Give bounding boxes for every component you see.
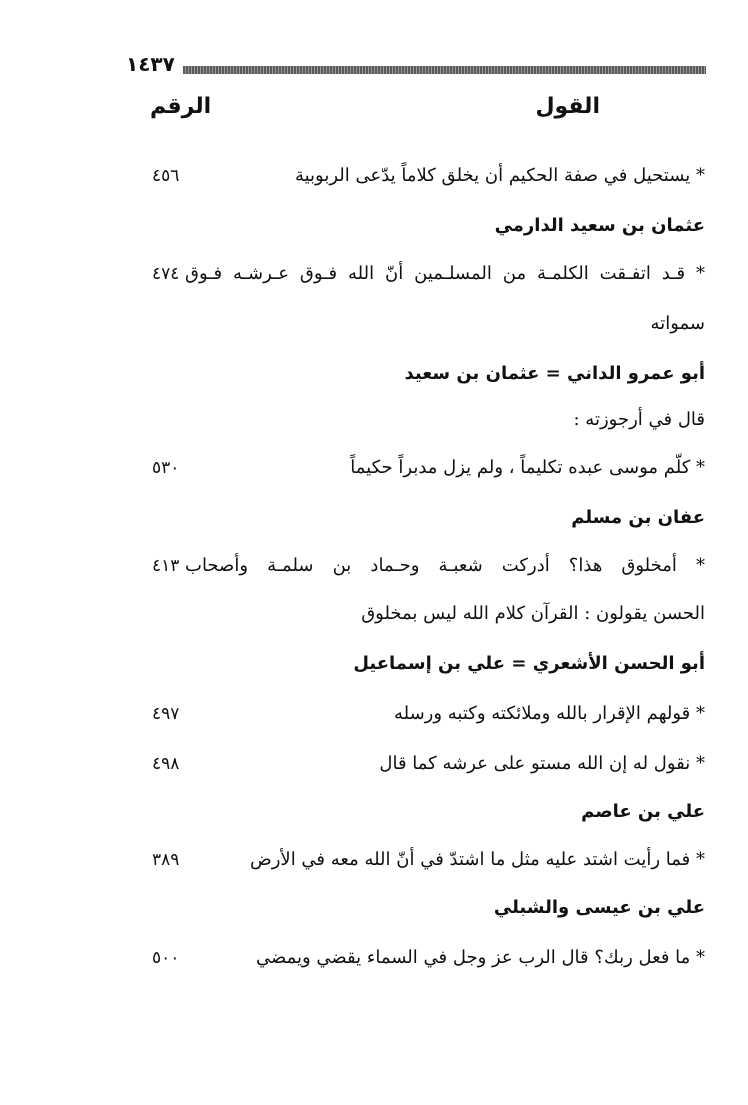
index-row xyxy=(0,840,748,880)
person-heading: علي بن عاصم xyxy=(581,801,705,822)
person-heading: عثمان بن سعيد الدارمي xyxy=(494,215,705,236)
quote-text: * فما رأيت اشتد عليه مثل ما اشتدّ في أنّ الله معه في الأرض xyxy=(249,849,705,870)
index-row xyxy=(0,254,748,294)
column-header-quote: القول xyxy=(535,94,600,119)
index-row xyxy=(0,400,748,440)
quote-continuation: الحسن يقولون : القرآن كلام الله ليس بمخلوق xyxy=(361,603,705,624)
reference-number: ٤١٣ xyxy=(152,556,180,576)
index-row xyxy=(0,792,748,832)
index-row xyxy=(0,206,748,246)
index-row xyxy=(0,744,748,784)
reference-number: ٤٩٨ xyxy=(152,754,180,774)
quote-text: * نقول له إن الله مستو على عرشه كما قال xyxy=(379,753,705,774)
index-row xyxy=(0,888,748,928)
reference-number: ٣٨٩ xyxy=(152,850,180,870)
quote-text: * كلّم موسى عبده تكليماً ، ولم يزل مدبراً حكيماً xyxy=(350,457,705,478)
column-header-number: الرقم xyxy=(150,94,212,119)
index-row xyxy=(0,694,748,734)
quote-continuation: سمواته xyxy=(650,313,705,334)
reference-number: ٤٧٤ xyxy=(152,264,180,284)
quote-text: * يستحيل في صفة الحكيم أن يخلق كلاماً يدّعى الربوبية xyxy=(294,165,705,186)
index-row xyxy=(0,354,748,394)
index-row xyxy=(0,546,748,586)
person-heading: عفان بن مسلم xyxy=(571,507,705,528)
quote-text: * قـد اتفـقت الكلمـة من المسلـمين أنّ الله فـوق عـرشـه فـوق xyxy=(185,263,705,284)
index-row xyxy=(0,938,748,978)
quote-text: * قولهم الإقرار بالله وملائكته وكتبه ورسله xyxy=(393,703,705,724)
quote-text: * ما فعل ربك؟ قال الرب عز وجل في السماء يقضي ويمضي xyxy=(255,947,705,968)
page-number: ١٤٣٧ xyxy=(126,52,175,76)
person-heading: علي بن عيسى والشبلي xyxy=(493,897,705,918)
person-heading: أبو عمرو الداني = عثمان بن سعيد xyxy=(404,363,705,384)
quote-text: * أمخلوق هذا؟ أدركت شعبـة وحـماد بن سلمـة وأصحاب xyxy=(185,555,705,576)
person-heading: أبو الحسن الأشعري = علي بن إسماعيل xyxy=(353,653,705,674)
reference-number: ٥٠٠ xyxy=(152,948,180,968)
index-row xyxy=(0,498,748,538)
reference-number: ٤٥٦ xyxy=(152,166,180,186)
intro-text: قال في أرجوزته : xyxy=(573,409,705,430)
index-row xyxy=(0,304,748,344)
index-row xyxy=(0,594,748,634)
index-row xyxy=(0,448,748,488)
header-rule xyxy=(183,66,706,74)
reference-number: ٤٩٧ xyxy=(152,704,180,724)
index-row xyxy=(0,644,748,684)
index-row xyxy=(0,156,748,196)
reference-number: ٥٣٠ xyxy=(152,458,180,478)
